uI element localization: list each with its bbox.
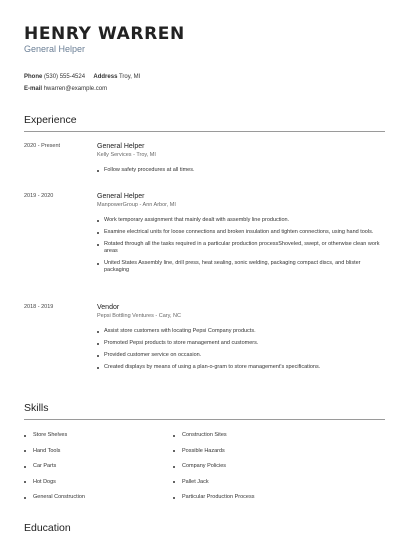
job-bullet: Promoted Pepsi products to store management and customers.	[97, 340, 387, 347]
phone-value: (530) 555-4524	[44, 74, 86, 80]
skill-item: Particular Production Process	[173, 494, 323, 510]
section-title-experience: Experience	[24, 114, 77, 126]
job-bullet: Assist store customers with locating Pepsi Company products.	[97, 328, 387, 335]
address-label: Address	[93, 74, 118, 80]
job-bullet: Examine electrical units for loose connections and broken insulation and tighten connections, using hand tools.	[97, 229, 387, 236]
contact-line-email	[24, 86, 107, 92]
skill-item: General Construction	[24, 494, 174, 510]
section-divider	[24, 419, 385, 420]
job-bullet: Provided customer service on occasion.	[97, 352, 387, 359]
job-bullets	[97, 167, 387, 179]
address-value: Troy, MI	[118, 74, 141, 80]
job-company: Pepsi Bottling Ventures - Cary, NC	[97, 313, 181, 319]
skill-item: Construction Sites	[173, 432, 323, 448]
job-date: 2018 - 2019	[24, 304, 54, 310]
skill-item: Pallet Jack	[173, 479, 323, 495]
job-title: General Helper	[97, 143, 145, 150]
contact-line-phone-address	[24, 74, 140, 80]
job-bullets	[97, 217, 387, 279]
job-bullet: United States Assembly line, drill press, heat sealing, sonic welding, packaging compact discs, and blister packaging	[97, 260, 387, 274]
job-date: 2019 - 2020	[24, 193, 54, 199]
skill-item: Hand Tools	[24, 448, 174, 464]
section-title-education: Education	[24, 522, 71, 534]
job-bullet: Rotated through all the tasks required in a particular production processShoveled, swept, or otherwise clean work areas	[97, 241, 387, 255]
section-title-skills: Skills	[24, 402, 49, 414]
job-bullets	[97, 328, 387, 376]
skill-item: Car Parts	[24, 463, 174, 479]
section-divider	[24, 131, 385, 132]
job-bullet: Work temporary assignment that mainly dealt with assembly line production.	[97, 217, 387, 224]
phone-label: Phone	[24, 74, 43, 80]
skill-item: Possible Hazards	[173, 448, 323, 464]
job-bullet: Follow safety procedures at all times.	[97, 167, 387, 174]
job-bullet: Created displays by means of using a plan-o-gram to store management's specifications.	[97, 364, 387, 371]
skill-item: Company Policies	[173, 463, 323, 479]
skills-list-left	[24, 432, 174, 510]
email-label: E-mail	[24, 86, 43, 92]
skill-item: Hot Dogs	[24, 479, 174, 495]
job-date: 2020 - Present	[24, 143, 61, 149]
candidate-role: General Helper	[24, 44, 86, 54]
job-company: Kelly Services - Troy, MI	[97, 152, 156, 158]
candidate-name: HENRY WARREN	[24, 24, 185, 44]
job-company: ManpowerGroup - Ann Arbor, MI	[97, 202, 176, 208]
skill-item: Store Shelves	[24, 432, 174, 448]
job-title: General Helper	[97, 193, 145, 200]
job-title: Vendor	[97, 304, 120, 311]
email-value: hwarren@example.com	[43, 86, 108, 92]
skills-list-right	[173, 432, 323, 510]
